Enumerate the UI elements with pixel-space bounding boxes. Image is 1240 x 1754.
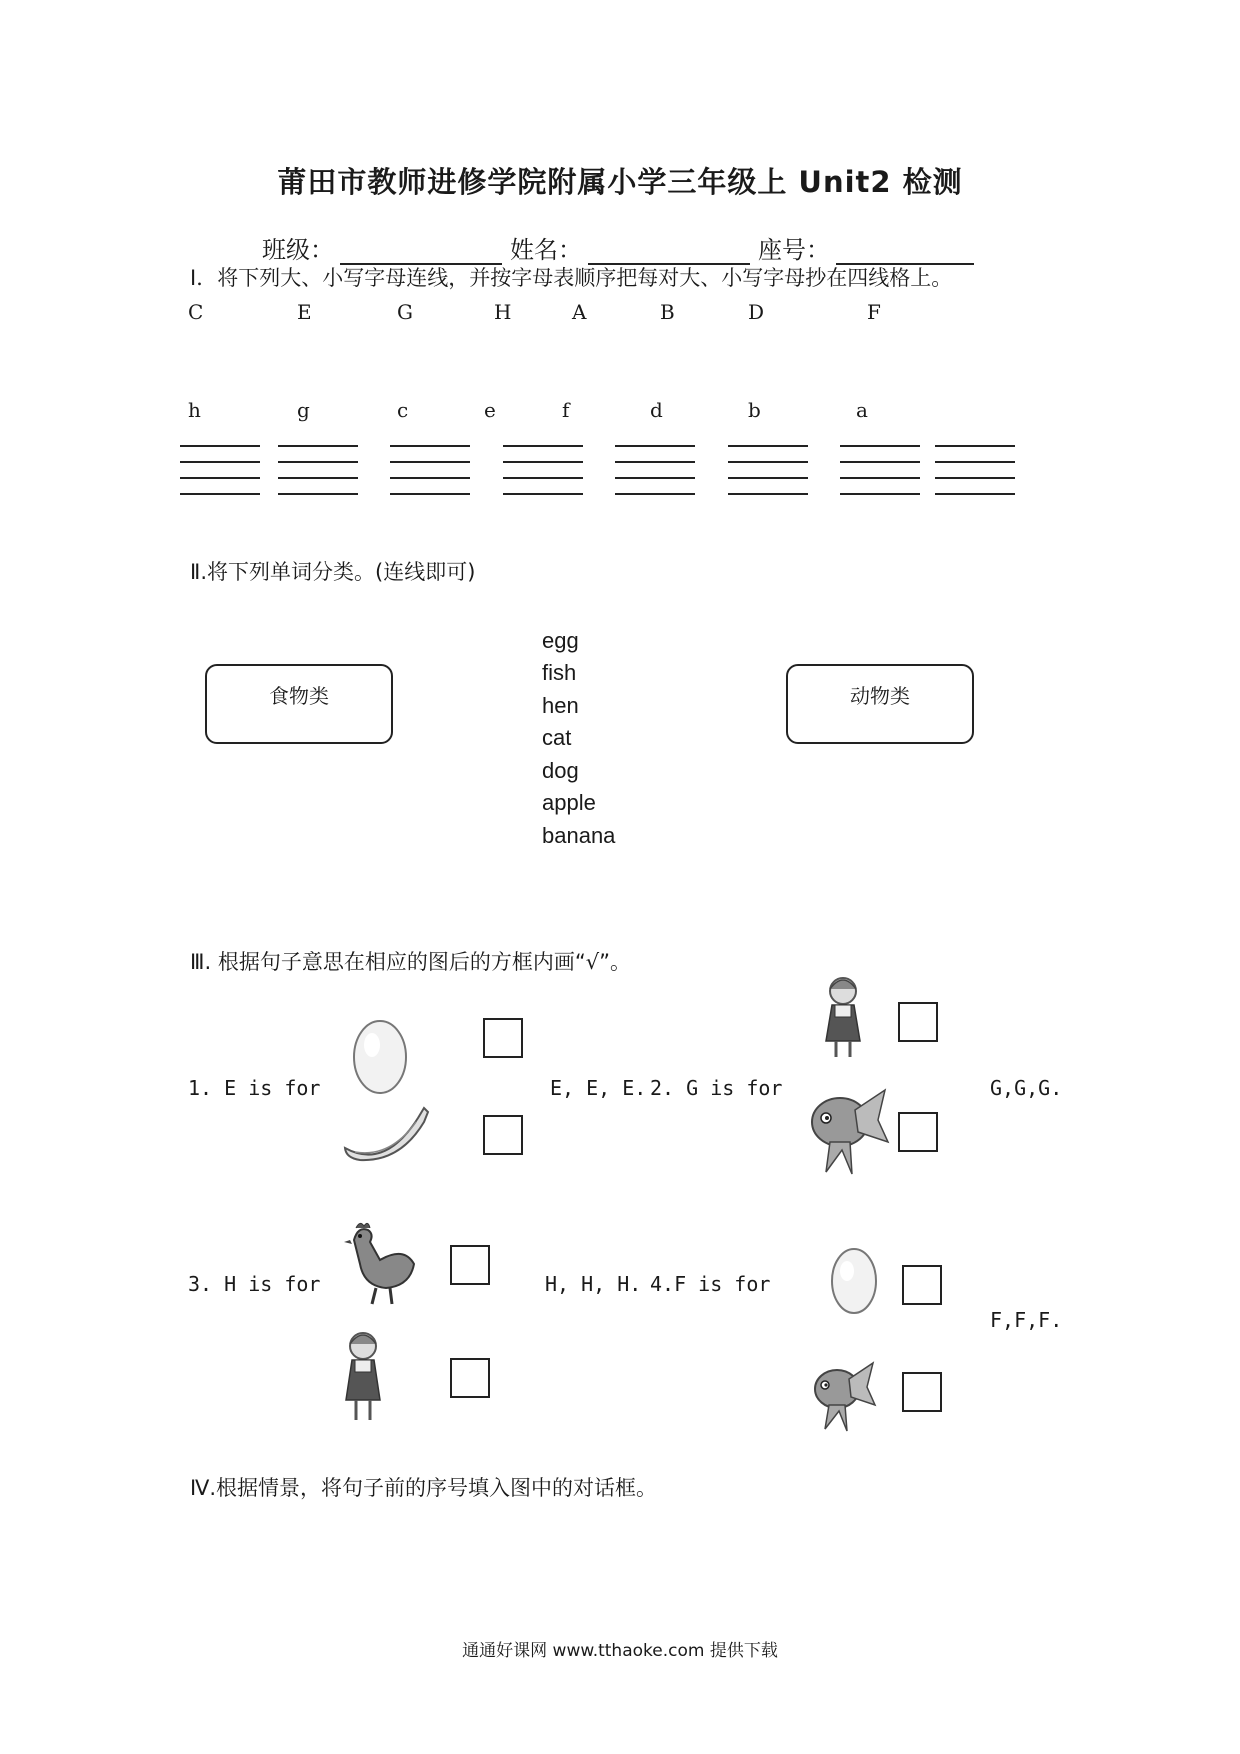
- question-2-end: G,G,G.: [990, 1076, 1063, 1100]
- page-title: 莆田市教师进修学院附属小学三年级上 Unit2 检测: [277, 165, 963, 199]
- uppercase-letter: D: [748, 300, 765, 324]
- four-line-grid[interactable]: [503, 445, 583, 495]
- four-line-grid[interactable]: [278, 445, 358, 495]
- uppercase-letter: F: [867, 300, 881, 324]
- four-line-grid[interactable]: [615, 445, 695, 495]
- egg-icon: [350, 1015, 410, 1095]
- lowercase-letter: f: [562, 398, 570, 422]
- word-item[interactable]: egg: [542, 628, 579, 653]
- goldfish-icon: [805, 1355, 877, 1435]
- banana-icon: [340, 1100, 430, 1170]
- lowercase-letter: d: [650, 398, 663, 422]
- girl-icon: [338, 1330, 388, 1430]
- four-line-grid[interactable]: [840, 445, 920, 495]
- checkbox[interactable]: [902, 1372, 942, 1412]
- section4-heading: Ⅳ.根据情景，将句子前的序号填入图中的对话框。: [190, 1476, 658, 1500]
- word-item[interactable]: apple: [542, 790, 596, 815]
- hen-icon: [340, 1220, 420, 1310]
- lowercase-letter: g: [297, 398, 310, 422]
- uppercase-letter: A: [572, 300, 587, 324]
- goldfish-icon: [800, 1080, 890, 1180]
- student-info-row: [262, 230, 982, 265]
- four-line-grid[interactable]: [728, 445, 808, 495]
- seat-blank[interactable]: [836, 237, 974, 265]
- food-category-label: 食物类: [269, 684, 329, 708]
- question-2-prompt: 2. G is for: [650, 1076, 783, 1100]
- lowercase-letter: b: [748, 398, 761, 422]
- question-1-end: E, E, E.: [550, 1076, 647, 1100]
- checkbox[interactable]: [450, 1358, 490, 1398]
- girl-icon: [818, 975, 868, 1065]
- class-blank[interactable]: [340, 237, 502, 265]
- food-category-box[interactable]: [205, 664, 393, 744]
- uppercase-letter: H: [494, 300, 512, 324]
- word-item[interactable]: dog: [542, 758, 579, 783]
- animal-category-box[interactable]: [786, 664, 974, 744]
- section3-heading: Ⅲ. 根据句子意思在相应的图后的方框内画“√”。: [190, 950, 631, 974]
- animal-category-label: 动物类: [850, 684, 910, 708]
- question-4-end: F,F,F.: [990, 1308, 1063, 1332]
- checkbox[interactable]: [483, 1018, 523, 1058]
- lowercase-letter: e: [484, 398, 496, 422]
- question-1-prompt: 1. E is for: [188, 1076, 321, 1100]
- lowercase-letter: a: [856, 398, 868, 422]
- four-line-grid[interactable]: [935, 445, 1015, 495]
- class-label: 班级：: [262, 236, 334, 264]
- uppercase-letter: B: [660, 300, 675, 324]
- checkbox[interactable]: [898, 1002, 938, 1042]
- section2-heading: Ⅱ.将下列单词分类。(连线即可): [190, 560, 476, 584]
- question-3-prompt: 3. H is for: [188, 1272, 321, 1296]
- checkbox[interactable]: [483, 1115, 523, 1155]
- word-item[interactable]: banana: [542, 823, 616, 848]
- seat-label: 座号：: [758, 236, 830, 264]
- question-4-prompt: 4.F is for: [650, 1272, 771, 1296]
- word-item[interactable]: cat: [542, 725, 572, 750]
- word-item[interactable]: fish: [542, 660, 577, 685]
- footer-text: 通通好课网 www.tthaoke.com 提供下载: [462, 1641, 778, 1661]
- four-line-grid[interactable]: [390, 445, 470, 495]
- uppercase-letter: E: [297, 300, 312, 324]
- checkbox[interactable]: [902, 1265, 942, 1305]
- question-3-end: H, H, H.: [545, 1272, 642, 1296]
- lowercase-letter: c: [397, 398, 409, 422]
- uppercase-letter: G: [397, 300, 413, 324]
- egg-icon: [828, 1245, 880, 1317]
- checkbox[interactable]: [898, 1112, 938, 1152]
- four-line-grid[interactable]: [180, 445, 260, 495]
- name-label: 姓名：: [510, 236, 582, 264]
- checkbox[interactable]: [450, 1245, 490, 1285]
- section1-heading: Ⅰ．将下列大、小写字母连线，并按字母表顺序把每对大、小写字母抄在四线格上。: [190, 266, 953, 290]
- uppercase-letter: C: [188, 300, 204, 324]
- word-item[interactable]: hen: [542, 693, 579, 718]
- name-blank[interactable]: [588, 237, 750, 265]
- lowercase-letter: h: [188, 398, 201, 422]
